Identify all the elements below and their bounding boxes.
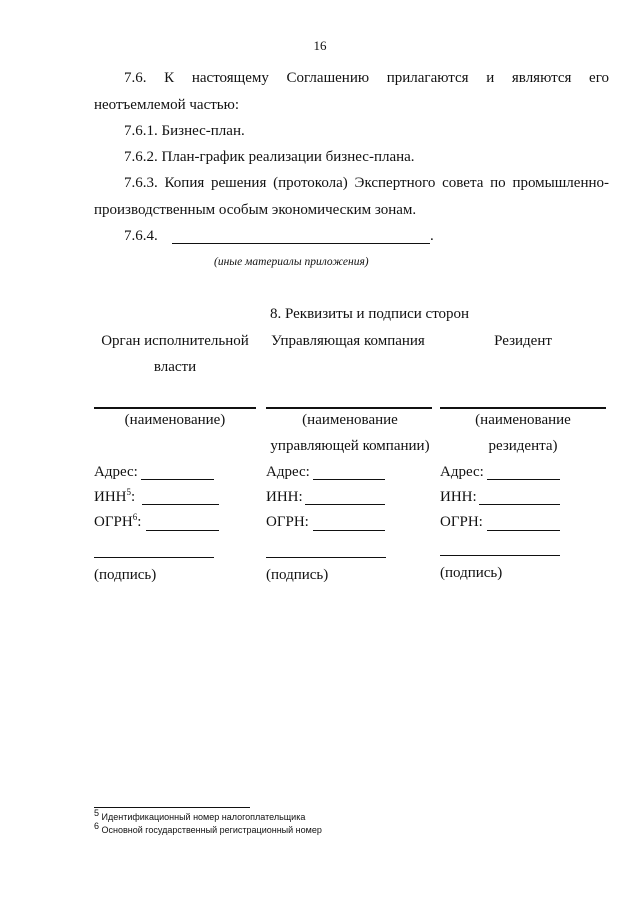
col1-inn-label: ИНН$^5$: bbox=[94, 487, 136, 505]
col2-name-line bbox=[266, 407, 432, 409]
col3-address-blank bbox=[487, 479, 560, 480]
col3-ogrn-label: ОГРН: bbox=[440, 514, 483, 530]
col1-name-caption: (наименование) bbox=[124, 412, 226, 428]
paragraph-7-6-line2: неотъемлемой частью: bbox=[94, 97, 239, 113]
col1-address-label: Адрес: bbox=[94, 464, 138, 480]
col3-header: Резидент bbox=[494, 333, 552, 349]
col1-ogrn-label: ОГРН$^6$: bbox=[94, 512, 142, 530]
section-8-title: 8. Реквизиты и подписи сторон bbox=[270, 306, 470, 322]
col3-address-label: Адрес: bbox=[440, 464, 484, 480]
col1-header-line2: власти bbox=[153, 359, 197, 375]
footnote-ref-5: 5 bbox=[126, 487, 131, 497]
paragraph-7-6-4-note: (иные материалы приложения) bbox=[214, 256, 369, 268]
paragraph-7-6-2: 7.6.2. План-график реализации бизнес-плана. bbox=[124, 149, 415, 165]
paragraph-7-6-4-label: 7.6.4. bbox=[124, 228, 158, 244]
col1-inn-blank bbox=[142, 504, 219, 505]
col2-name-caption-line1: (наименование bbox=[302, 412, 398, 428]
col1-name-line bbox=[94, 407, 256, 409]
paragraph-7-6-line1: 7.6. К настоящему Соглашению прилагаются и являются его bbox=[124, 70, 609, 86]
col2-inn-label: ИНН: bbox=[266, 489, 303, 505]
col3-signature-line bbox=[440, 555, 560, 556]
col1-signature-line bbox=[94, 557, 214, 558]
col2-signature-line bbox=[266, 557, 386, 558]
col1-address-blank bbox=[141, 479, 214, 480]
col2-ogrn-blank bbox=[313, 530, 385, 531]
col3-inn-label: ИНН: bbox=[440, 489, 477, 505]
col2-signature-caption: (подпись) bbox=[266, 567, 329, 583]
col3-ogrn-blank bbox=[487, 530, 560, 531]
paragraph-7-6-1: 7.6.1. Бизнес-план. bbox=[124, 123, 245, 139]
col1-header-line1: Орган исполнительной bbox=[101, 333, 249, 349]
col2-address-blank bbox=[313, 479, 385, 480]
col3-inn-blank bbox=[479, 504, 560, 505]
col2-address-label: Адрес: bbox=[266, 464, 310, 480]
col3-name-line bbox=[440, 407, 606, 409]
col1-ogrn-blank bbox=[146, 530, 219, 531]
paragraph-7-6-3-line1: 7.6.3. Копия решения (протокола) Экспертного совета по промышленно- bbox=[124, 175, 609, 191]
footnote-5: $^5$ Идентификационный номер налогоплательщика bbox=[94, 808, 306, 822]
col2-header: Управляющая компания bbox=[271, 333, 425, 349]
col2-inn-blank bbox=[305, 504, 385, 505]
col2-name-caption-line2: управляющей компании) bbox=[270, 438, 430, 454]
col2-ogrn-label: ОГРН: bbox=[266, 514, 309, 530]
footnote-6: $^6$ Основной государственный регистрационный номер bbox=[94, 821, 322, 835]
paragraph-7-6-4-blank bbox=[172, 243, 430, 244]
paragraph-7-6-3-line2: производственным особым экономическим зонам. bbox=[94, 202, 417, 218]
col3-name-caption-line2: резидента) bbox=[488, 438, 558, 454]
footnote-ref-6: 6 bbox=[132, 512, 138, 522]
footnote-separator bbox=[94, 807, 250, 808]
paragraph-7-6-4-period: . bbox=[430, 228, 434, 244]
page-number: 16 bbox=[313, 38, 327, 53]
col3-name-caption-line1: (наименование bbox=[475, 412, 571, 428]
col1-signature-caption: (подпись) bbox=[94, 567, 157, 583]
col3-signature-caption: (подпись) bbox=[440, 565, 503, 581]
